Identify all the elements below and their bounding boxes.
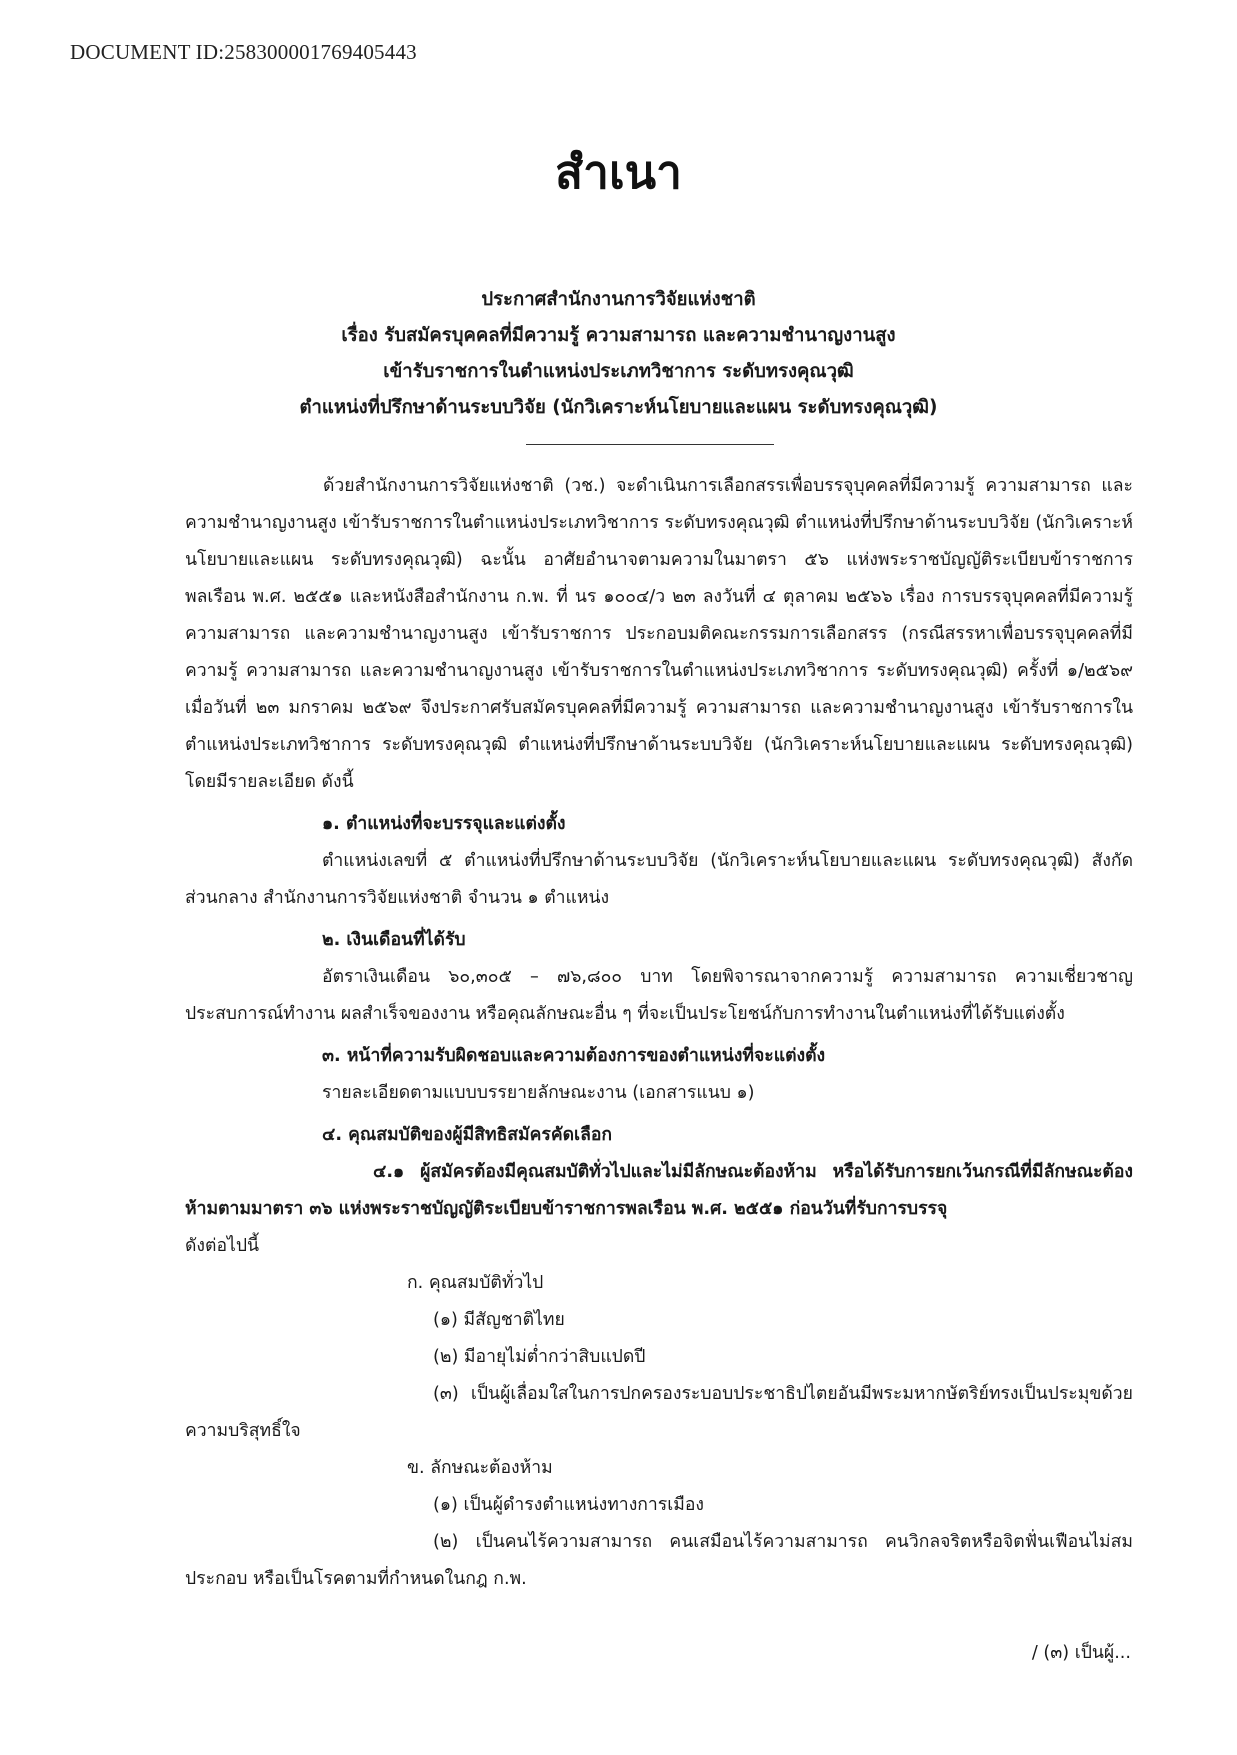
prohibitions-heading: ข. ลักษณะต้องห้าม [407, 1458, 553, 1478]
general-qualifications-heading: ก. คุณสมบัติทั่วไป [407, 1273, 544, 1293]
section-2-body: อัตราเงินเดือน ๖๐,๓๐๕ – ๗๖,๘๐๐ บาท โดยพิจารณาจากความรู้ ความสามารถ ความเชี่ยวชาญ ประสบการณ์ทำงาน ผลสำเร็จของงาน หรือคุณลักษณะอื่น ๆ ที่จะเป็นประโยชน์กับการทำงานในตำแหน่งที่ได้รับแต่งตั้ง [185, 967, 1133, 1024]
section-2-heading: ๒. เงินเดือนที่ได้รับ [322, 930, 466, 950]
qualification-item-1: (๑) มีสัญชาติไทย [433, 1310, 565, 1330]
prohibition-item-1: (๑) เป็นผู้ดำรงตำแหน่งทางการเมือง [433, 1495, 705, 1515]
continuation-marker: / (๓) เป็นผู้... [1031, 1643, 1131, 1663]
section-4-heading: ๔. คุณสมบัติของผู้มีสิทธิสมัครคัดเลือก [322, 1125, 613, 1145]
qualification-item-3: (๓) เป็นผู้เลื่อมใสในการปกครองระบอบประชาธิปไตยอันมีพระมหากษัตริย์ทรงเป็นประมุขด้วยความบริสุทธิ์ใจ [185, 1384, 1133, 1441]
section-3-heading: ๓. หน้าที่ความรับผิดชอบและความต้องการของตำแหน่งที่จะแต่งตั้ง [322, 1046, 826, 1066]
announcement-body [185, 468, 1133, 1598]
section-4-1-tail: ดังต่อไปนี้ [185, 1236, 260, 1256]
section-3-body: รายละเอียดตามแบบบรรยายลักษณะงาน (เอกสารแนบ ๑) [322, 1083, 755, 1103]
qualification-item-2: (๒) มีอายุไม่ต่ำกว่าสิบแปดปี [433, 1347, 646, 1367]
announcement-subject: เรื่อง รับสมัครบุคคลที่มีความรู้ ความสามารถ และความชำนาญงานสูง [341, 325, 896, 346]
section-1-heading: ๑. ตำแหน่งที่จะบรรจุและแต่งตั้ง [322, 814, 566, 834]
section-4-1-paragraph: ๔.๑ ผู้สมัครต้องมีคุณสมบัติทั่วไปและไม่มีลักษณะต้องห้าม หรือได้รับการยกเว้นกรณีที่มีลักษณะต้องห้ามตามมาตรา ๓๖ แห่งพระราชบัญญัติระเบียบข้าราชการพลเรือน พ.ศ. ๒๕๕๑ ก่อนวันที่รับการบรรจุ [185, 1162, 1133, 1219]
section-1-body: ตำแหน่งเลขที่ ๕ ตำแหน่งที่ปรึกษาด้านระบบวิจัย (นักวิเคราะห์นโยบายและแผน ระดับทรงคุณวุฒิ) สังกัดส่วนกลาง สำนักงานการวิจัยแห่งชาติ จำนวน ๑ ตำแหน่ง [185, 851, 1133, 908]
header-divider [526, 444, 774, 445]
copy-stamp-title: สำเนา [555, 145, 682, 199]
document-id: DOCUMENT ID:2583000017694054​43 [70, 40, 417, 64]
announcement-header [0, 282, 1237, 426]
announcement-position: ตำแหน่งที่ปรึกษาด้านระบบวิจัย (นักวิเคราะห์นโยบายและแผน ระดับทรงคุณวุฒิ) [299, 397, 938, 418]
intro-paragraph: ด้วยสำนักงานการวิจัยแห่งชาติ (วช.) จะดำเนินการเลือกสรรเพื่อบรรจุบุคคลที่มีความรู้ ความสามารถ และความชำนาญงานสูง เข้ารับราชการในตำแหน่งประเภทวิชาการ ระดับทรงคุณวุฒิ ตำแหน่งที่ปรึกษาด้านระบบวิจัย (นักวิเคราะห์นโยบายและแผน ระดับทรงคุณวุฒิ) ฉะนั้น อาศัยอำนาจตามความในมาตรา ๕๖ แห่งพระราชบัญญัติระเบียบข้าราชการพลเรือน พ.ศ. ๒๕๕๑ และหนังสือสำนักงาน ก.พ. ที่ นร ๑๐๐๔/ว ๒๓ ลงวันที่ ๔ ตุลาคม ๒๕๖๖ เรื่อง การบรรจุบุคคลที่มีความรู้ ความสามารถ และความชำนาญงานสูง เข้ารับราชการ ประกอบมติคณะกรรมการเลือกสรร (กรณีสรรหาเพื่อบรรจุบุคคลที่มีความรู้ ความสามารถ และความชำนาญงานสูง เข้ารับราชการในตำแหน่งประเภทวิชาการ ระดับทรงคุณวุฒิ) ครั้งที่ ๑/๒๕๖๙ เมื่อวันที่ ๒๓ มกราคม ๒๕๖๙ จึงประกาศรับสมัครบุคคลที่มีความรู้ ความสามารถ และความชำนาญงานสูง เข้ารับราชการในตำแหน่งประเภทวิชาการ ระดับทรงคุณวุฒิ ตำแหน่งที่ปรึกษาด้านระบบวิจัย (นักวิเคราะห์นโยบายและแผน ระดับทรงคุณวุฒิ) โดยมีรายละเอียด ดังนี้ [185, 476, 1133, 792]
announcement-subject-line2: เข้ารับราชการในตำแหน่งประเภทวิชาการ ระดับทรงคุณวุฒิ [383, 361, 854, 382]
prohibition-item-2: (๒) เป็นคนไร้ความสามารถ คนเสมือนไร้ความสามารถ คนวิกลจริตหรือจิตฟั่นเฟือนไม่สมประกอบ หรือเป็นโรคตามที่กำหนดในกฎ ก.พ. [185, 1532, 1133, 1589]
announcement-issuer: ประกาศสำนักงานการวิจัยแห่งชาติ [481, 289, 756, 310]
